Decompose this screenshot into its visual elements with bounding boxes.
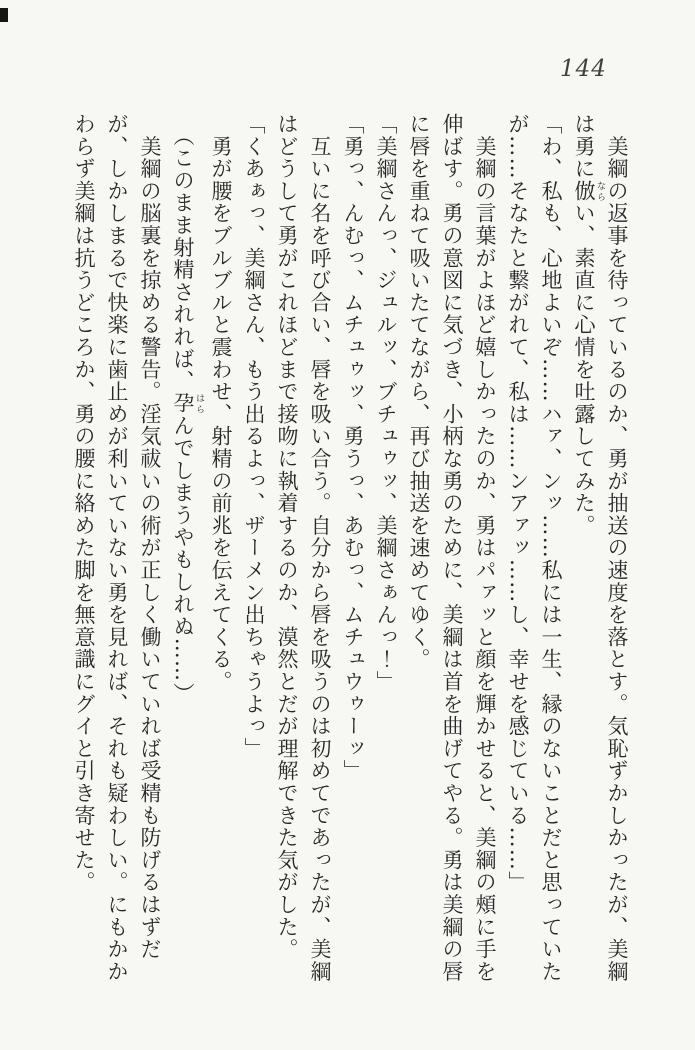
paragraph: （このまま射精されれば、孕 はらんでしまうやもしれぬ……）	[171, 113, 204, 705]
paragraph: 「美綱さんっ、ジュルッ、ブチュゥッ、美綱さぁんっ！」	[374, 113, 398, 693]
paragraph: 美綱の言葉がよほど嬉しかったのか、勇はパァッと顔を輝かせると、美綱の頰に手を伸ばす。勇の意図に気づき、小柄な勇のために、美綱は首を曲げてやる。勇は美綱の唇に唇を重ねて吸いたてながら、再び抽送を速めてゆく。	[407, 113, 497, 983]
paragraph: 「くあぁっ、美綱さん、もう出るよっ、ザーメン出ちゃうよっ」	[242, 113, 266, 760]
paragraph: 「わ、私も、心地よいぞ……ハァ、ンッ……私には一生、縁のないことだと思っていたが……そなたと繋がれて、私は……ンアァッ……し、幸せを感じている……」	[506, 113, 563, 983]
ruby-annotation: 倣 なら	[572, 179, 605, 203]
paragraph: 「勇っ、んむっ、ムチュゥッ、勇うっ、あむっ、ムチュウゥーッ」	[341, 113, 365, 782]
paragraph: 美綱の返事を待っているのか、勇が抽送の速度を落とす。気恥ずかしかったが、美綱は勇に倣 ならい、素直に心情を吐露してみた。	[572, 113, 629, 983]
ruby-annotation: 孕 はら	[171, 392, 204, 415]
paragraph: 互いに名を呼び合い、唇を吸い合う。自分から唇を吸うのは初めてであったが、美綱はどうして勇がこれほどまで接吻に執着するのか、漠然とだが理解できた気がした。	[275, 113, 332, 983]
scan-artifact	[0, 8, 8, 22]
page-number: 144	[560, 56, 607, 82]
body-text	[67, 113, 633, 983]
paragraph: 美綱の脳裏を掠める警告。淫気祓いの術が正しく働いていれば受精も防げるはずだが、しかしまるで快楽に歯止めが利いていない勇を見れば、それも疑わしい。にもかかわらず美綱は抗うどころか、勇の腰に絡めた脚を無意識にグイと引き寄せた。	[72, 113, 162, 983]
paragraph: 勇が腰をブルブルと震わせ、射精の前兆を伝えてくる。	[209, 113, 233, 693]
